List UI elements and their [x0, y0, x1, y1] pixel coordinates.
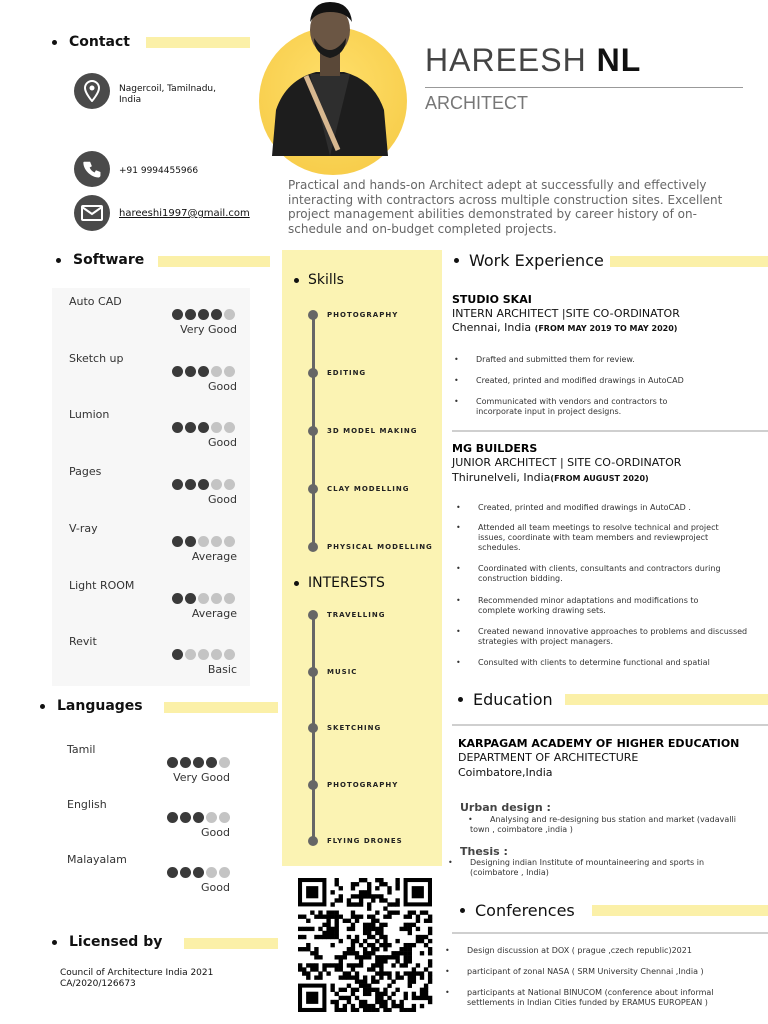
language-level: Very Good: [173, 771, 230, 784]
software-heading: Software: [56, 252, 144, 268]
conferences-accent-bar: [592, 905, 768, 916]
contact-email-link[interactable]: hareeshi1997@gmail.com: [119, 208, 250, 219]
interest-item: PHOTOGRAPHY: [327, 780, 399, 789]
job1-bullet: • Drafted and submitted them for review.: [476, 355, 746, 365]
skill-timeline-dot: [308, 310, 318, 320]
contact-phone: +91 9994455966: [119, 166, 199, 176]
thesis-text: • Designing indian Institute of mountaineering and sports in (coimbatore , India): [470, 858, 740, 878]
software-rating-dots: [172, 593, 235, 604]
interest-timeline-dot: [308, 610, 318, 620]
software-name: Sketch up: [69, 351, 124, 365]
software-rating-dots: [172, 649, 235, 660]
software-level: Average: [191, 606, 237, 620]
job2-bullet: • Coordinated with clients, consultants and contractors during construction bidding.: [478, 564, 748, 584]
thesis-label: Thesis :: [460, 845, 508, 858]
contact-heading: Contact: [52, 34, 130, 50]
language-rating-dots: [167, 812, 230, 823]
profile-summary: Practical and hands-on Architect adept at successfully and effectively interacting with contractors across multiple construction sites. Excellent project management abilities demonstrated by career history of on-schedule and on-budget completed projects.: [288, 178, 723, 236]
email-icon: [74, 195, 110, 231]
interest-item: SKETCHING: [327, 724, 382, 732]
phone-icon: [74, 151, 110, 187]
job2-bullet: • Created, printed and modified drawings in AutoCAD .: [478, 503, 746, 513]
skill-item: 3D MODEL MAKING: [327, 427, 418, 435]
language-name: English: [67, 798, 107, 811]
conferences-divider: [452, 932, 768, 934]
skills-interests-panel: [282, 250, 442, 866]
language-name: Malayalam: [67, 853, 127, 866]
software-rating-dots: [172, 366, 235, 377]
skill-timeline-dot: [308, 484, 318, 494]
interest-timeline-dot: [308, 836, 318, 846]
conference-item: • participant of zonal NASA ( SRM University Chennai ,India ): [467, 967, 757, 977]
languages-heading: Languages: [40, 698, 143, 714]
contact-address: Nagercoil, Tamilnadu, India: [119, 84, 216, 105]
name-divider: [425, 87, 743, 88]
interest-timeline-dot: [308, 780, 318, 790]
software-level: Good: [208, 379, 237, 393]
software-accent-bar: [158, 256, 270, 267]
profile-photo: [266, 0, 394, 156]
qr-code[interactable]: [296, 878, 434, 1012]
interest-item: MUSIC: [327, 667, 358, 676]
software-level: Basic: [207, 663, 237, 677]
work-accent-bar: [610, 256, 768, 267]
job-divider: [452, 430, 768, 432]
software-name: Pages: [69, 465, 102, 479]
skill-timeline-dot: [308, 426, 318, 436]
job2-title: JUNIOR ARCHITECT | SITE CO-ORDINATOR: [452, 456, 682, 469]
licensed-heading: Licensed by: [52, 934, 162, 950]
job2-bullet: • Recommended minor adaptations and modifications to complete working drawing sets.: [478, 596, 738, 616]
location-pin-icon: [74, 73, 110, 109]
conference-item: • participants at National BINUCOM (conference about informal settlements in Indian Cities funded by ERAMUS EUROPEAN ): [467, 988, 747, 1008]
skill-item: PHYSICAL MODELLING: [327, 543, 433, 551]
language-name: Tamil: [67, 743, 96, 756]
skill-item: PHOTOGRAPHY: [327, 311, 399, 319]
interest-item: FLYING DRONES: [327, 837, 403, 845]
conferences-heading: Conferences: [460, 901, 575, 920]
job1-place: Chennai, India (FROM MAY 2019 TO MAY 2020): [452, 321, 678, 334]
licensed-accent-bar: [184, 938, 278, 949]
job2-bullet: • Attended all team meetings to resolve technical and project issues, coordinate with team members and reviewproject schedules.: [478, 523, 748, 553]
work-heading: Work Experience: [454, 251, 604, 270]
conference-item: • Design discussion at DOX ( prague ,czech republic)2021: [467, 946, 757, 956]
software-level: Good: [208, 493, 237, 507]
language-rating-dots: [167, 757, 230, 768]
job1-title: INTERN ARCHITECT |SITE CO-ORDINATOR: [452, 307, 680, 320]
interests-heading: INTERESTS: [294, 575, 385, 591]
software-level: Good: [208, 436, 237, 450]
job2-bullet: • Created newand innovative approaches to problems and discussed strategies with project managers.: [478, 627, 748, 647]
job2-bullet: • Consulted with clients to determine functional and spatial: [478, 658, 748, 668]
interest-timeline-dot: [308, 667, 318, 677]
education-school: KARPAGAM ACADEMY OF HIGHER EDUCATION: [458, 737, 740, 750]
language-level: Good: [201, 881, 230, 894]
skill-item: CLAY MODELLING: [327, 485, 410, 493]
contact-accent-bar: [146, 37, 250, 48]
education-accent-bar: [565, 694, 768, 705]
software-rating-dots: [172, 309, 235, 320]
education-dept: DEPARTMENT OF ARCHITECTURE: [458, 751, 639, 764]
software-name: Lumion: [69, 408, 110, 422]
interest-item: TRAVELLING: [327, 611, 386, 619]
software-level: Average: [191, 549, 237, 563]
language-level: Good: [201, 826, 230, 839]
skills-heading: Skills: [294, 272, 344, 288]
software-rating-dots: [172, 422, 235, 433]
job1-bullet: • Created, printed and modified drawings in AutoCAD: [476, 376, 746, 386]
job2-place: Thirunelveli, India(FROM AUGUST 2020): [452, 471, 649, 484]
software-name: Auto CAD: [69, 295, 122, 308]
software-rating-dots: [172, 536, 235, 547]
interest-timeline-dot: [308, 723, 318, 733]
skill-timeline-dot: [308, 368, 318, 378]
urban-design-label: Urban design :: [460, 801, 551, 814]
job1-company: STUDIO SKAI: [452, 293, 532, 306]
education-heading: Education: [458, 690, 553, 709]
skill-timeline-dot: [308, 542, 318, 552]
job-role: ARCHITECT: [425, 93, 528, 113]
software-name: V-ray: [69, 521, 98, 535]
full-name: HAREESH NL: [425, 42, 642, 78]
software-level: Very Good: [180, 323, 237, 336]
licensed-details: Council of Architecture India 2021 CA/2020/126673: [60, 968, 214, 989]
job1-bullet: • Communicated with vendors and contractors to incorporate input in project designs.: [476, 397, 706, 417]
language-rating-dots: [167, 867, 230, 878]
education-divider: [452, 724, 768, 726]
languages-accent-bar: [164, 702, 278, 713]
education-city: Coimbatore,India: [458, 766, 553, 779]
urban-design-text: • Analysing and re-designing bus station and market (vadavalli town , coimbatore ,india ): [470, 815, 740, 835]
job2-company: MG BUILDERS: [452, 442, 538, 455]
software-rating-dots: [172, 479, 235, 490]
software-name: Light ROOM: [69, 578, 135, 592]
skill-item: EDITING: [327, 369, 367, 377]
software-name: Revit: [69, 635, 97, 649]
